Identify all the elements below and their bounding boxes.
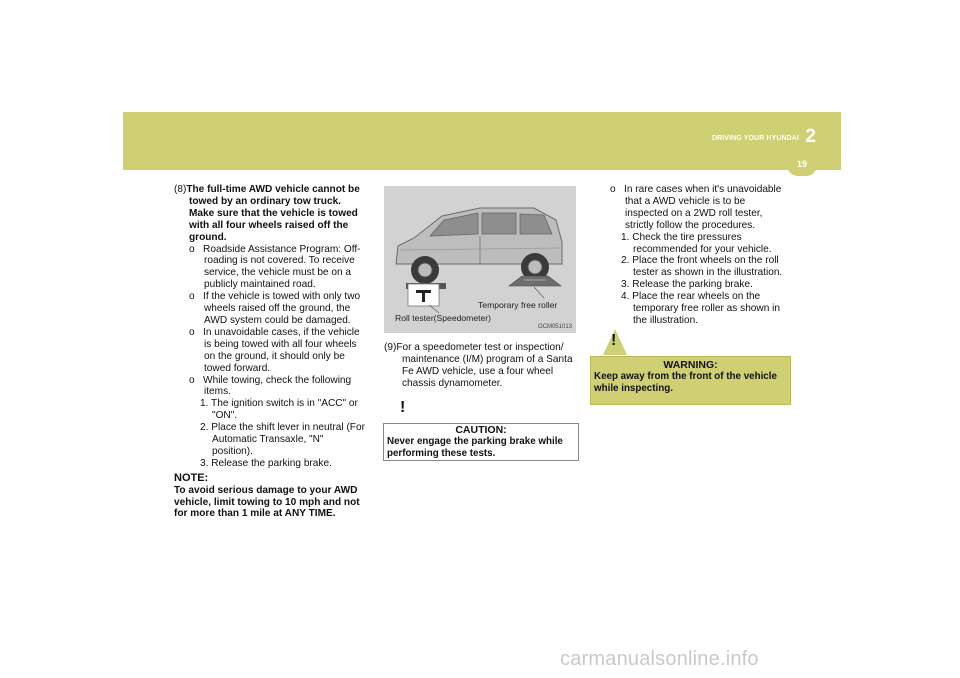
warning-text: Keep away from the front of the vehicle while inspecting. (594, 371, 777, 394)
suv-on-roller-drawing (384, 186, 576, 333)
item-9: (9)For a speedometer test or inspection/ maintenance (I/M) program of a Santa Fe AWD vehicle, use a four wheel chassis dynamometer. (384, 342, 573, 389)
chapter-header-band (123, 112, 841, 170)
list-item: 2. Place the shift lever in neutral (For Automatic Transaxle, "N" position). (200, 422, 365, 457)
note-text: To avoid serious damage to your AWD vehicle, limit towing to 10 mph and not for more than 1 mile at ANY TIME. (174, 484, 360, 520)
middle-column (384, 342, 577, 390)
item-8: (8)The full-time AWD vehicle cannot be towed by an ordinary tow truck. Make sure that the vehicle is towed with all four wheels raised off the ground. (174, 184, 360, 243)
list-item: o If the vehicle is towed with only two wheels raised off the ground, the AWD system could be damaged. (189, 291, 361, 326)
warning-title: WARNING: (663, 359, 718, 371)
caution-exclamation-icon: ! (392, 399, 416, 421)
step-item: 1. Check the tire pressures recommended for your vehicle. (621, 231, 772, 255)
chapter-number: 2 (805, 126, 816, 147)
warning-exclamation-icon: ! (603, 329, 627, 355)
page-number-tab (787, 154, 817, 176)
warning-box (590, 332, 791, 405)
list-item: 1. The ignition switch is in "ACC" or "ON". (200, 398, 358, 422)
step-item: 2. Place the front wheels on the roll tester as shown in the illustration. (621, 255, 783, 279)
list-item: o Roadside Assistance Program: Off-roading is not covered. To receive service, the vehicle must be on a publicly maintained road. (189, 243, 361, 291)
watermark: carmanualsonline.info (560, 648, 759, 670)
list-item: o In rare cases when it's unavoidable that a AWD vehicle is to be inspected on a 2WD roll tester, strictly follow the procedures. (610, 184, 782, 231)
step-item: 4. Place the rear wheels on the temporary free roller as shown in the illustration. (621, 291, 780, 326)
figure-code: OCM051013 (537, 324, 572, 330)
list-item: 3. Release the parking brake. (200, 457, 332, 469)
caution-box (383, 399, 579, 461)
left-column (174, 184, 365, 520)
caution-title: CAUTION: (455, 424, 507, 436)
step-item: 3. Release the parking brake. (621, 279, 753, 291)
caution-text: Never engage the parking brake while performing these tests. (387, 436, 563, 459)
note-title: NOTE: (174, 471, 209, 484)
list-item: o While towing, check the following items. (189, 374, 352, 398)
roll-tester-illustration (384, 186, 576, 333)
list-item: o In unavoidable cases, if the vehicle is being towed with all four wheels on the ground, it should only be towed forward. (189, 326, 360, 374)
label-roll-tester: Roll tester(Speedometer) (395, 313, 492, 323)
section-title: DRIVING YOUR HYUNDAI (711, 135, 799, 142)
label-temporary-free-roller: Temporary free roller (478, 300, 558, 310)
page-number: 19 (796, 159, 807, 169)
right-column (595, 184, 789, 327)
